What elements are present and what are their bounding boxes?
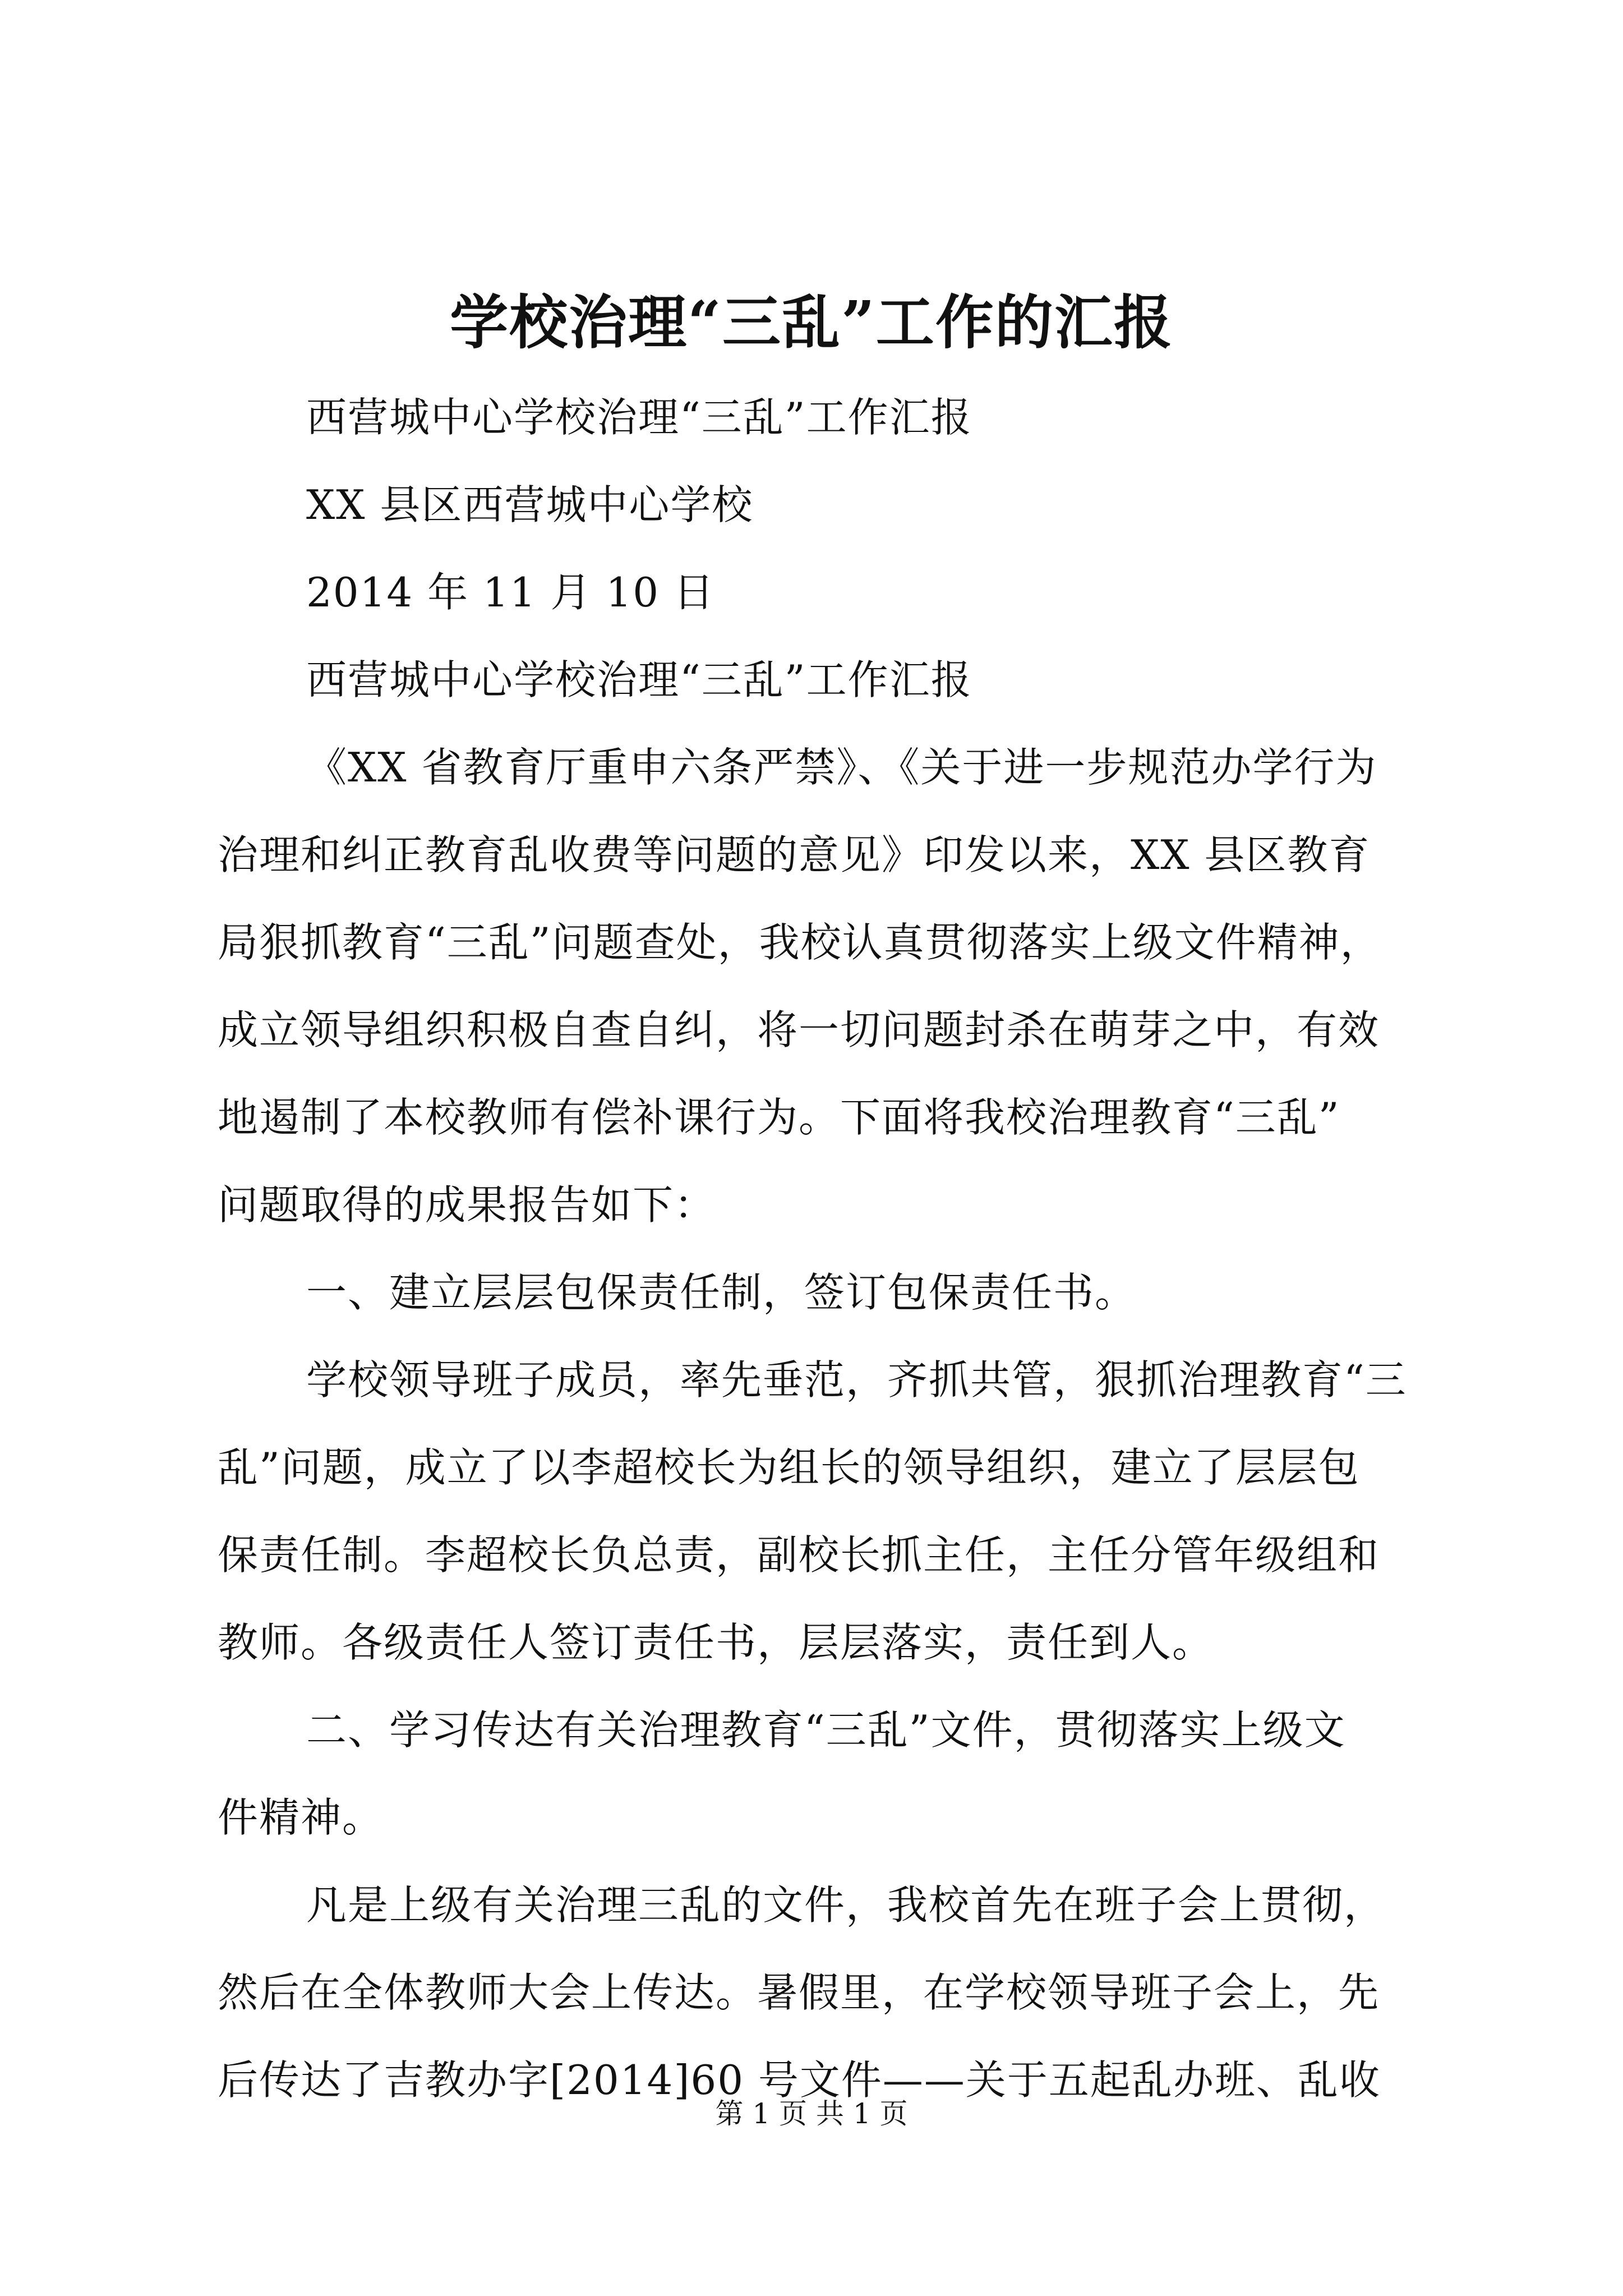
- body-line: 学校领导班子成员，率先垂范，齐抓共管，狠抓治理教育“三: [306, 1356, 1407, 1404]
- body-line: 2014 年 11 月 10 日: [306, 569, 715, 616]
- body-line: 教师。各级责任人签订责任书，层层落实，责任到人。: [218, 1619, 1214, 1666]
- body-line: 乱”问题，成立了以李超校长为组长的领导组织，建立了层层包: [218, 1444, 1360, 1491]
- body-line: 成立领导组织积极自查自纠，将一切问题封杀在萌芽之中，有效: [218, 1006, 1380, 1053]
- body-line: 一、建立层层包保责任制，签订包保责任书。: [306, 1269, 1137, 1316]
- body-line: 治理和纠正教育乱收费等问题的意见》印发以来，XX 县区教育: [218, 831, 1371, 878]
- body-line: 后传达了吉教办字[2014]60 号文件——关于五起乱办班、乱收: [218, 2056, 1381, 2104]
- body-line: 凡是上级有关治理三乱的文件，我校首先在班子会上贯彻，: [306, 1881, 1386, 1929]
- page-footer: 第 1 页 共 1 页: [715, 2097, 908, 2130]
- body-line: XX 县区西营城中心学校: [306, 481, 754, 528]
- body-line: 二、学习传达有关治理教育“三乱”文件，贯彻落实上级文: [306, 1706, 1346, 1754]
- document-body: [218, 374, 1418, 2124]
- body-line: 局狠抓教育“三乱”问题查处，我校认真贯彻落实上级文件精神，: [218, 919, 1382, 966]
- body-line: 《XX 省教育厅重申六条严禁》、《关于进一步规范办学行为: [306, 744, 1377, 791]
- body-line: 地遏制了本校教师有偿补课行为。下面将我校治理教育“三乱”: [218, 1094, 1340, 1141]
- body-line: 问题取得的成果报告如下：: [218, 1181, 716, 1228]
- body-line: 西营城中心学校治理“三乱”工作汇报: [306, 394, 972, 441]
- document-title: 学校治理“三乱”工作的汇报: [450, 288, 1173, 357]
- body-line: 然后在全体教师大会上传达。暑假里，在学校领导班子会上，先: [218, 1969, 1380, 2016]
- body-line: 保责任制。李超校长负总责，副校长抓主任，主任分管年级组和: [218, 1531, 1380, 1579]
- body-line: 西营城中心学校治理“三乱”工作汇报: [306, 656, 972, 703]
- body-line: 件精神。: [218, 1794, 384, 1841]
